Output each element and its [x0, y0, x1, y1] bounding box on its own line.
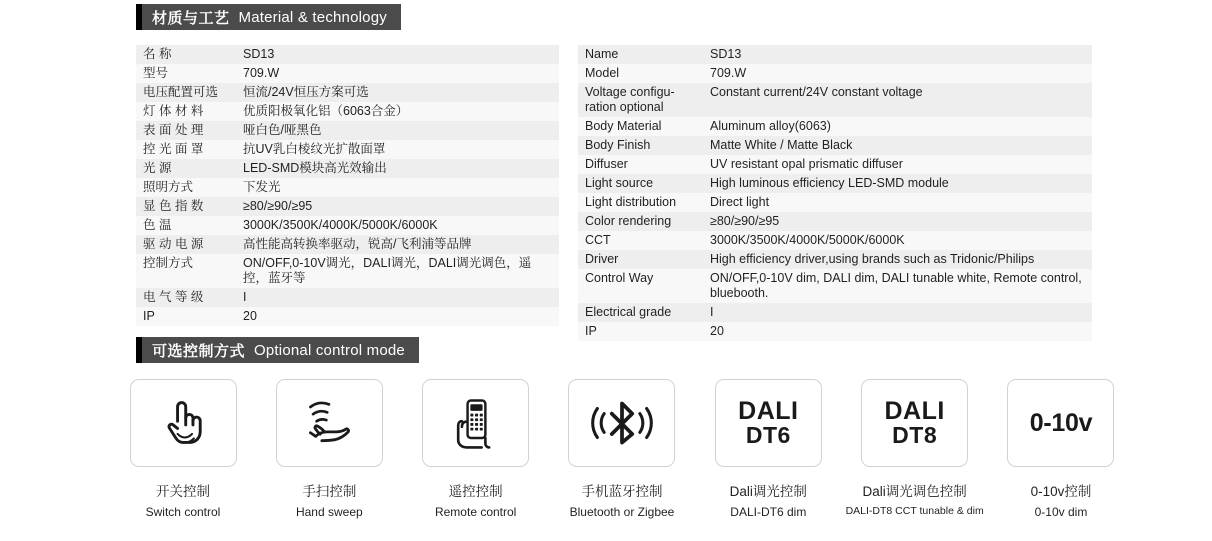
control-mode-label-en: DALI-DT8 CCT tunable & dim	[845, 505, 984, 517]
control-mode-label-en: Remote control	[434, 505, 517, 519]
table-row	[136, 83, 559, 102]
table-row	[136, 64, 559, 83]
table-row	[136, 121, 559, 140]
dali-dt6-line2: DT6	[745, 422, 791, 449]
spec-value: ≥80/≥90/≥95	[236, 197, 559, 216]
spec-value: UV resistant opal prismatic diffuser	[703, 155, 1092, 174]
heading-title-cn: 可选控制方式	[152, 342, 246, 360]
spec-label: 驱 动 电 源	[136, 235, 236, 254]
table-row	[578, 250, 1092, 269]
control-mode-list	[122, 379, 1122, 519]
table-row	[578, 193, 1092, 212]
spec-value: Matte White / Matte Black	[703, 136, 1092, 155]
table-row	[578, 45, 1092, 64]
table-row	[136, 140, 559, 159]
table-row	[136, 235, 559, 254]
table-row	[578, 231, 1092, 250]
spec-label: Name	[578, 45, 703, 64]
spec-value: 高性能高转换率驱动，锐高/飞利浦等品牌	[236, 235, 559, 254]
table-row	[578, 322, 1092, 341]
spec-label: Light source	[578, 174, 703, 193]
table-row	[136, 216, 559, 235]
spec-value: 20	[236, 307, 559, 326]
table-row	[578, 269, 1092, 303]
control-mode-icon-box	[1007, 379, 1114, 467]
spec-label: 照明方式	[136, 178, 236, 197]
spec-value: 709.W	[236, 64, 559, 83]
dali-dt6-icon	[738, 396, 799, 449]
control-mode-item[interactable]	[268, 379, 390, 519]
control-mode-icon-box	[568, 379, 675, 467]
spec-label: 表 面 处 理	[136, 121, 236, 140]
spec-table-en	[578, 45, 1092, 341]
table-row	[578, 136, 1092, 155]
spec-value: High luminous efficiency LED-SMD module	[703, 174, 1092, 193]
table-row	[136, 254, 559, 288]
spec-label: 光 源	[136, 159, 236, 178]
control-mode-label-cn: 遥控控制	[448, 484, 503, 499]
spec-value: 下发光	[236, 178, 559, 197]
spec-label: Color rendering	[578, 212, 703, 231]
zero-to-ten-volt-icon: 0-10v	[1029, 408, 1093, 437]
table-row	[136, 45, 559, 64]
control-mode-label-en: Bluetooth or Zigbee	[569, 505, 675, 519]
table-row	[578, 64, 1092, 83]
control-mode-label-en: Hand sweep	[295, 505, 363, 519]
section-header-material	[136, 4, 401, 30]
table-row	[136, 288, 559, 307]
spec-value: 709.W	[703, 64, 1092, 83]
table-row	[578, 155, 1092, 174]
spec-value: 抗UV乳白棱纹光扩散面罩	[236, 140, 559, 159]
remote-control-icon	[446, 393, 506, 453]
spec-value: ≥80/≥90/≥95	[703, 212, 1092, 231]
spec-label	[136, 45, 236, 64]
control-mode-item[interactable]	[845, 379, 984, 519]
spec-label: Body Finish	[578, 136, 703, 155]
spec-value: ON/OFF,0-10V dim, DALI dim, DALI tunable white, Remote control, bluebooth.	[703, 269, 1092, 303]
spec-label: 控制方式	[136, 254, 236, 288]
bluetooth-wireless-icon	[588, 397, 656, 449]
spec-label: Voltage configu-ration optional	[578, 83, 703, 117]
control-mode-label-en: Switch control	[145, 505, 221, 519]
heading-title-en: Optional control mode	[254, 341, 405, 359]
spec-label-text: 名 称	[143, 47, 172, 61]
heading-body	[142, 337, 419, 363]
table-row	[136, 178, 559, 197]
control-mode-label-cn: 0-10v控制	[1030, 484, 1092, 499]
heading-body	[142, 4, 401, 30]
spec-label: Electrical grade	[578, 303, 703, 322]
table-row	[578, 117, 1092, 136]
table-row	[578, 212, 1092, 231]
spec-label: CCT	[578, 231, 703, 250]
spec-value: 3000K/3500K/4000K/5000K/6000K	[703, 231, 1092, 250]
spec-value: Direct light	[703, 193, 1092, 212]
control-mode-label-en: 0-10v dim	[1034, 505, 1088, 519]
spec-label: 灯 体 材 料	[136, 102, 236, 121]
spec-value: 20	[703, 322, 1092, 341]
control-mode-label-cn: 手扫控制	[302, 484, 357, 499]
spec-label: Diffuser	[578, 155, 703, 174]
spec-label: Driver	[578, 250, 703, 269]
spec-value: 3000K/3500K/4000K/5000K/6000K	[236, 216, 559, 235]
spec-table-cn	[136, 45, 559, 326]
control-mode-label-cn: 开关控制	[156, 484, 210, 499]
spec-label: Model	[578, 64, 703, 83]
table-row	[136, 159, 559, 178]
spec-label: Light distribution	[578, 193, 703, 212]
spec-value: Aluminum alloy(6063)	[703, 117, 1092, 136]
dali-dt6-line1: DALI	[738, 396, 799, 425]
spec-value: I	[236, 288, 559, 307]
spec-value: LED-SMD模块高光效输出	[236, 159, 559, 178]
spec-value: 优质阳极氧化铝（6063合金）	[236, 102, 559, 121]
spec-label: 控 光 面 罩	[136, 140, 236, 159]
dali-dt8-icon	[884, 396, 945, 449]
spec-label: Body Material	[578, 117, 703, 136]
spec-value: 哑白色/哑黑色	[236, 121, 559, 140]
spec-value: 恒流/24V恒压方案可选	[236, 83, 559, 102]
spec-value: High efficiency driver,using brands such as Tridonic/Philips	[703, 250, 1092, 269]
control-mode-item[interactable]	[1000, 379, 1122, 519]
spec-value: I	[703, 303, 1092, 322]
control-mode-label-cn: 手机蓝牙控制	[581, 484, 663, 499]
control-mode-label-en: DALI-DT6 dim	[730, 505, 807, 519]
spec-label: IP	[136, 307, 236, 326]
spec-label: 电压配置可选	[136, 83, 236, 102]
spec-value: SD13	[236, 45, 559, 64]
table-row	[136, 197, 559, 216]
control-mode-label-cn: Dali调光控制	[729, 484, 807, 499]
spec-label: 色 温	[136, 216, 236, 235]
table-row	[578, 174, 1092, 193]
spec-label: 电 气 等 级	[136, 288, 236, 307]
table-row	[578, 303, 1092, 322]
spec-label: 显 色 指 数	[136, 197, 236, 216]
control-mode-icon-box	[422, 379, 529, 467]
table-row	[136, 307, 559, 326]
control-mode-icon-box	[276, 379, 383, 467]
hand-sweep-icon	[298, 394, 360, 452]
control-mode-item[interactable]	[122, 379, 244, 519]
table-row	[136, 102, 559, 121]
spec-value: ON/OFF,0-10V调光，DALI调光，DALI调光调色，遥控，蓝牙等	[236, 254, 559, 288]
control-mode-item[interactable]	[415, 379, 537, 519]
spec-value: Constant current/24V constant voltage	[703, 83, 1092, 117]
control-mode-item[interactable]	[561, 379, 683, 519]
dali-dt8-line1: DALI	[884, 396, 945, 425]
spec-label: Control Way	[578, 269, 703, 303]
control-mode-icon-box	[715, 379, 822, 467]
control-mode-icon-box	[130, 379, 237, 467]
hand-touch-icon	[154, 394, 212, 452]
spec-label: IP	[578, 322, 703, 341]
heading-title-en: Material & technology	[238, 8, 387, 26]
spec-label: 型号	[136, 64, 236, 83]
spec-value: SD13	[703, 45, 1092, 64]
dali-dt8-line2: DT8	[892, 422, 938, 449]
control-mode-icon-box	[861, 379, 968, 467]
control-mode-label-cn: Dali调光调色控制	[862, 484, 967, 499]
table-row	[578, 83, 1092, 117]
control-mode-item[interactable]	[707, 379, 829, 519]
section-header-control	[136, 337, 419, 363]
heading-title-cn: 材质与工艺	[152, 9, 230, 27]
